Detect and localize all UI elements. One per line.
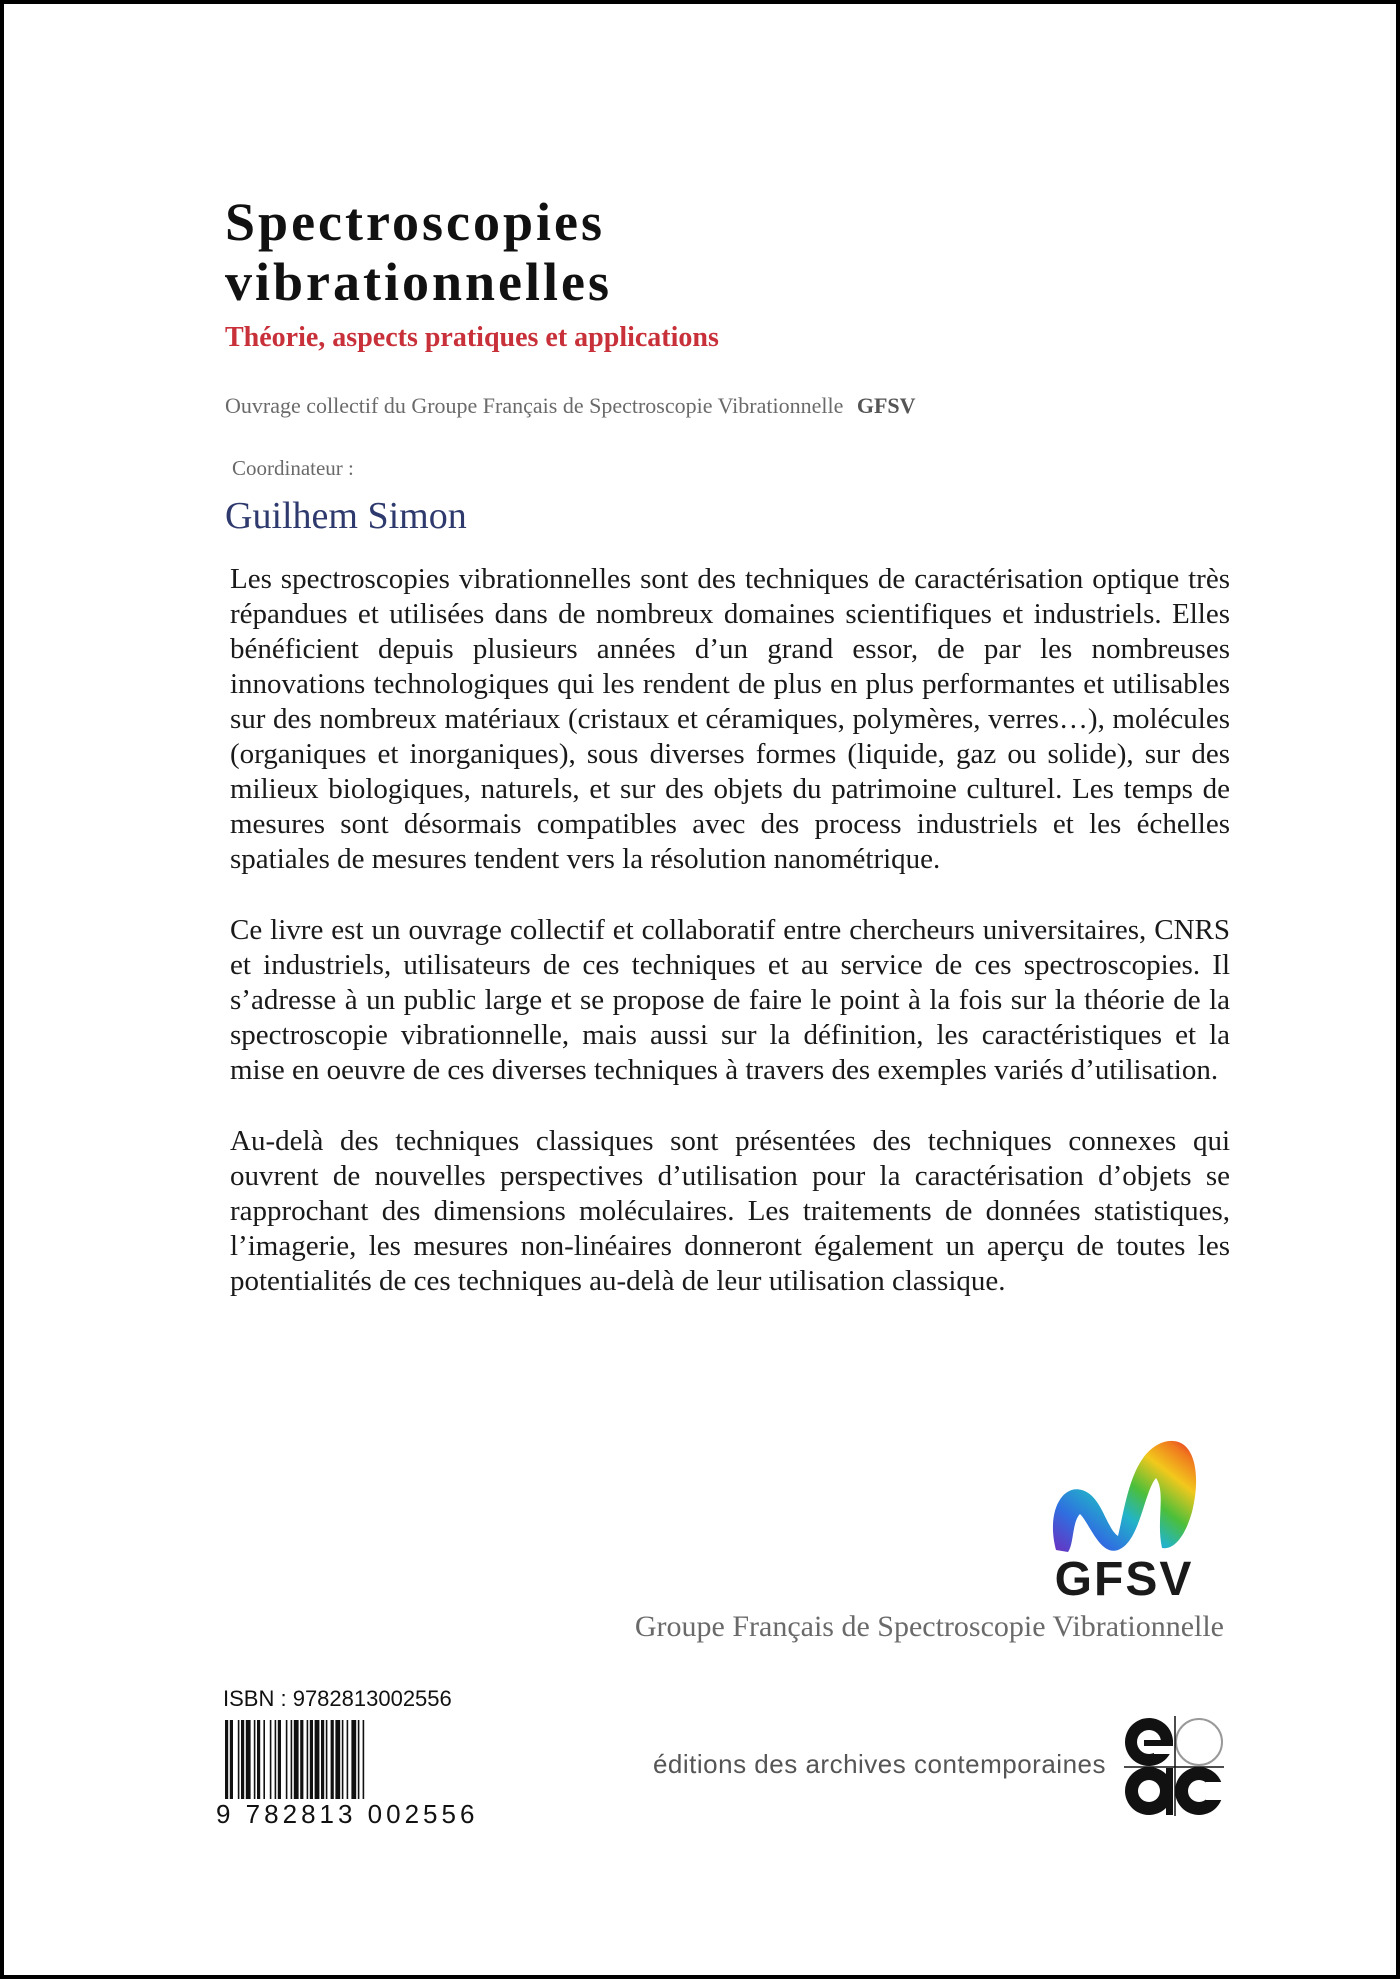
collective-work-line bbox=[225, 393, 916, 419]
coordinator-name: Guilhem Simon bbox=[225, 495, 467, 537]
isbn-line bbox=[223, 1686, 452, 1712]
blurb bbox=[230, 562, 1230, 1335]
collective-work-text: Ouvrage collectif du Groupe Français de Spectroscopie Vibrationnelle bbox=[225, 393, 844, 418]
blurb-paragraph-3: Au-delà des techniques classiques sont présentées des techniques connexes qui ouvrent de nouvelles perspectives d’utilisation pour la caractérisation d’objets se rapprochant des dimensions moléculaires. Les traitements de données statistiques, l’imagerie, les mesures non-linéaires donneront également un aperçu de toutes les potentialités de ces techniques au-delà de leur utilisation classique. bbox=[230, 1125, 1230, 1297]
isbn-label: ISBN : bbox=[223, 1686, 287, 1711]
gfsv-acronym: GFSV bbox=[1054, 1553, 1194, 1606]
blurb-paragraph-1: Les spectroscopies vibrationnelles sont des techniques de caractérisation optique très répandues et utilisées dans de nombreux domaines scientifiques et industriels. Elles bénéficient depuis plusieurs années d’un grand essor, de par les nombreuses innovations technologiques qui les rendent de plus en plus performantes et utilisables sur des nombreux matériaux (cristaux et céramiques, polymères, verres…), molécules (organiques et inorganiques), sous diverses formes (liquide, gaz ou solide), sur des milieux biologiques, naturels, et sur des objets du patrimoine culturel. Les temps de mesures sont désormais compatibles avec des process industriels et les échelles spatiales de mesures tendent vers la résolution nanométrique. bbox=[230, 563, 1230, 875]
book-title-line-1: Spectroscopies bbox=[225, 192, 605, 252]
blurb-paragraph-2: Ce livre est un ouvrage collectif et collaboratif entre chercheurs universitaires, CNRS et industriels, utilisateurs de ces techniques et au service de ces spectroscopies. Il s’adresse à un public large et se propose de faire le point à la fois sur la théorie de la spectroscopie vibrationnelle, mais aussi sur la définition, les caractéristiques et la mise en oeuvre de ces diverses techniques à travers des exemples variés d’utilisation. bbox=[230, 914, 1230, 1086]
book-title-line-2: vibrationnelles bbox=[225, 252, 613, 312]
barcode-digits-text: 9 782813 002556 bbox=[216, 1799, 479, 1829]
barcode-digits bbox=[216, 1799, 479, 1830]
book-title bbox=[225, 192, 612, 312]
coordinator-label: Coordinateur : bbox=[232, 456, 354, 480]
isbn-number: 9782813002556 bbox=[292, 1686, 452, 1711]
eac-logo-icon bbox=[1124, 1716, 1224, 1816]
gfsv-full-name: Groupe Français de Spectroscopie Vibrationnelle bbox=[634, 1610, 1224, 1643]
publisher-name: éditions des archives contemporaines bbox=[652, 1749, 1106, 1779]
collective-work-acronym: GFSV bbox=[856, 393, 916, 418]
book-subtitle: Théorie, aspects pratiques et applications bbox=[225, 322, 719, 353]
